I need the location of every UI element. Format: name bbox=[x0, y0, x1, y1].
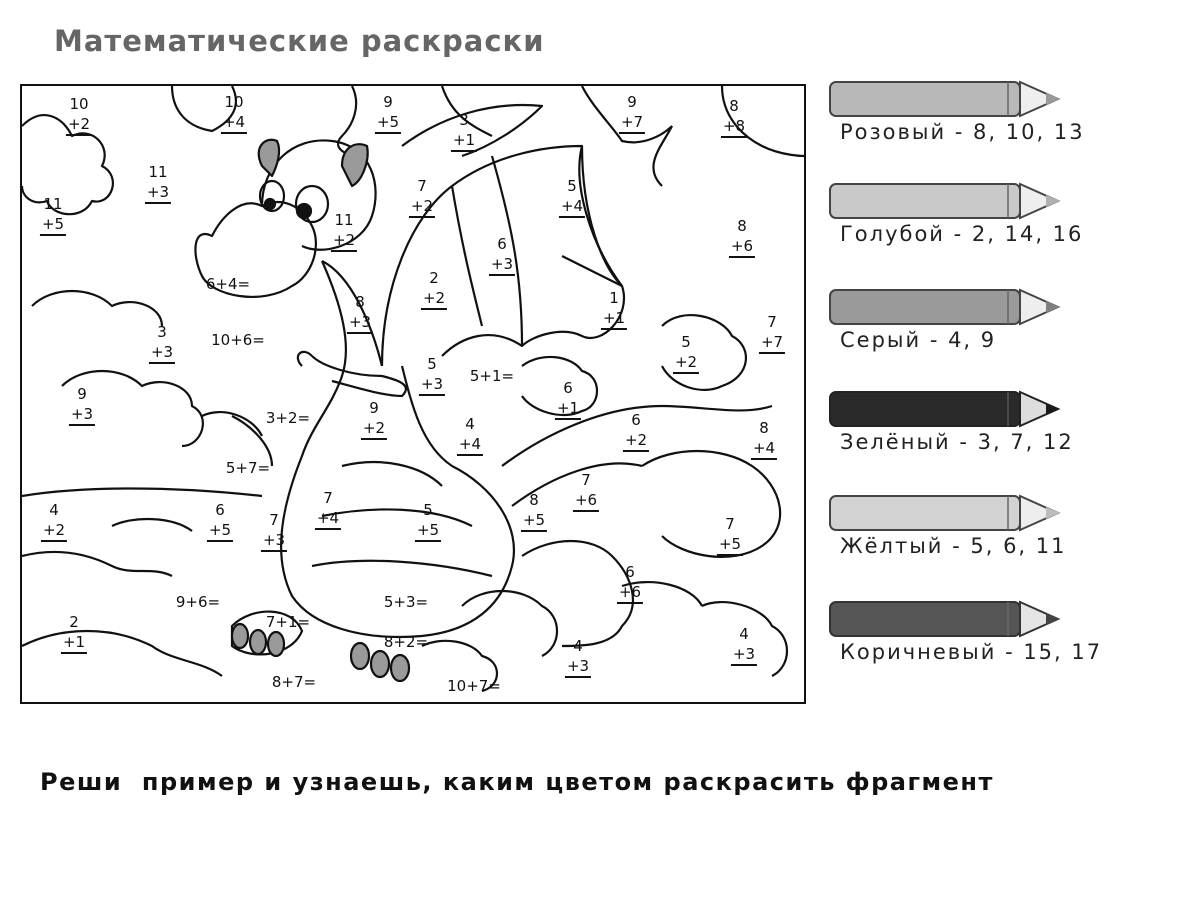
problem: 7 +5 bbox=[717, 514, 743, 556]
pencil-icon bbox=[828, 600, 1068, 640]
coloring-picture[interactable] bbox=[20, 84, 806, 704]
page-title: Математические раскраски bbox=[54, 24, 545, 58]
color-key-label: Зелёный - 3, 7, 12 bbox=[840, 430, 1074, 454]
problem: 6 +5 bbox=[207, 500, 233, 542]
color-key-green bbox=[820, 390, 1180, 480]
problem: 8 +8 bbox=[721, 96, 747, 138]
color-key-label: Коричневый - 15, 17 bbox=[840, 640, 1103, 664]
problem: 3 +3 bbox=[149, 322, 175, 364]
inline-problem: 6+4= bbox=[205, 275, 251, 293]
problem: 9 +7 bbox=[619, 92, 645, 134]
pencil-icon bbox=[828, 494, 1068, 534]
problem: 1 +1 bbox=[601, 288, 627, 330]
problem: 7 +7 bbox=[759, 312, 785, 354]
problem: 10 +4 bbox=[221, 92, 247, 134]
color-key-label: Серый - 4, 9 bbox=[840, 328, 997, 352]
pencil-icon bbox=[828, 80, 1068, 120]
inline-problem: 10+7= bbox=[447, 677, 501, 695]
problem: 2 +2 bbox=[421, 268, 447, 310]
pencil-icon bbox=[828, 288, 1068, 328]
problem: 7 +2 bbox=[409, 176, 435, 218]
problem: 8 +4 bbox=[751, 418, 777, 460]
problem: 8 +5 bbox=[521, 490, 547, 532]
inline-problem: 8+7= bbox=[271, 673, 317, 691]
problem: 7 +6 bbox=[573, 470, 599, 512]
inline-problem: 7+1= bbox=[265, 613, 311, 631]
inline-problem: 5+7= bbox=[225, 459, 271, 477]
problem: 3 +1 bbox=[451, 110, 477, 152]
problem: 9 +5 bbox=[375, 92, 401, 134]
color-key-brown bbox=[820, 600, 1180, 690]
inline-problem: 8+2= bbox=[383, 633, 429, 651]
problem: 10 +2 bbox=[66, 94, 92, 136]
problem: 11 +3 bbox=[145, 162, 171, 204]
pencil-icon bbox=[828, 390, 1068, 430]
problem: 5 +5 bbox=[415, 500, 441, 542]
problem: 2 +1 bbox=[61, 612, 87, 654]
inline-problem: 3+2= bbox=[265, 409, 311, 427]
problem: 11 +5 bbox=[40, 194, 66, 236]
pencil-icon bbox=[828, 182, 1068, 222]
problem: 8 +6 bbox=[729, 216, 755, 258]
color-key-label: Голубой - 2, 14, 16 bbox=[840, 222, 1084, 246]
problem: 11 +2 bbox=[331, 210, 357, 252]
problem: 9 +3 bbox=[69, 384, 95, 426]
instruction-text: Реши пример и узнаешь, каким цветом раскрасить фрагмент bbox=[40, 768, 994, 796]
problem: 6 +2 bbox=[623, 410, 649, 452]
color-key-gray bbox=[820, 288, 1180, 378]
problem: 9 +2 bbox=[361, 398, 387, 440]
color-key-yellow bbox=[820, 494, 1180, 584]
problem: 6 +6 bbox=[617, 562, 643, 604]
problem: 4 +4 bbox=[457, 414, 483, 456]
color-key-blue bbox=[820, 182, 1180, 272]
problem: 4 +3 bbox=[731, 624, 757, 666]
color-key-pink bbox=[820, 80, 1180, 170]
inline-problem: 5+1= bbox=[469, 367, 515, 385]
problem: 4 +2 bbox=[41, 500, 67, 542]
problem: 7 +4 bbox=[315, 488, 341, 530]
problem: 7 +3 bbox=[261, 510, 287, 552]
problem: 4 +3 bbox=[565, 636, 591, 678]
inline-problem: 5+3= bbox=[383, 593, 429, 611]
color-key-label: Розовый - 8, 10, 13 bbox=[840, 120, 1085, 144]
problem: 5 +2 bbox=[673, 332, 699, 374]
problem: 5 +3 bbox=[419, 354, 445, 396]
problem: 6 +1 bbox=[555, 378, 581, 420]
inline-problem: 9+6= bbox=[175, 593, 221, 611]
problem: 6 +3 bbox=[489, 234, 515, 276]
problem: 8 +3 bbox=[347, 292, 373, 334]
problem: 5 +4 bbox=[559, 176, 585, 218]
color-key-label: Жёлтый - 5, 6, 11 bbox=[840, 534, 1067, 558]
inline-problem: 10+6= bbox=[211, 331, 265, 349]
